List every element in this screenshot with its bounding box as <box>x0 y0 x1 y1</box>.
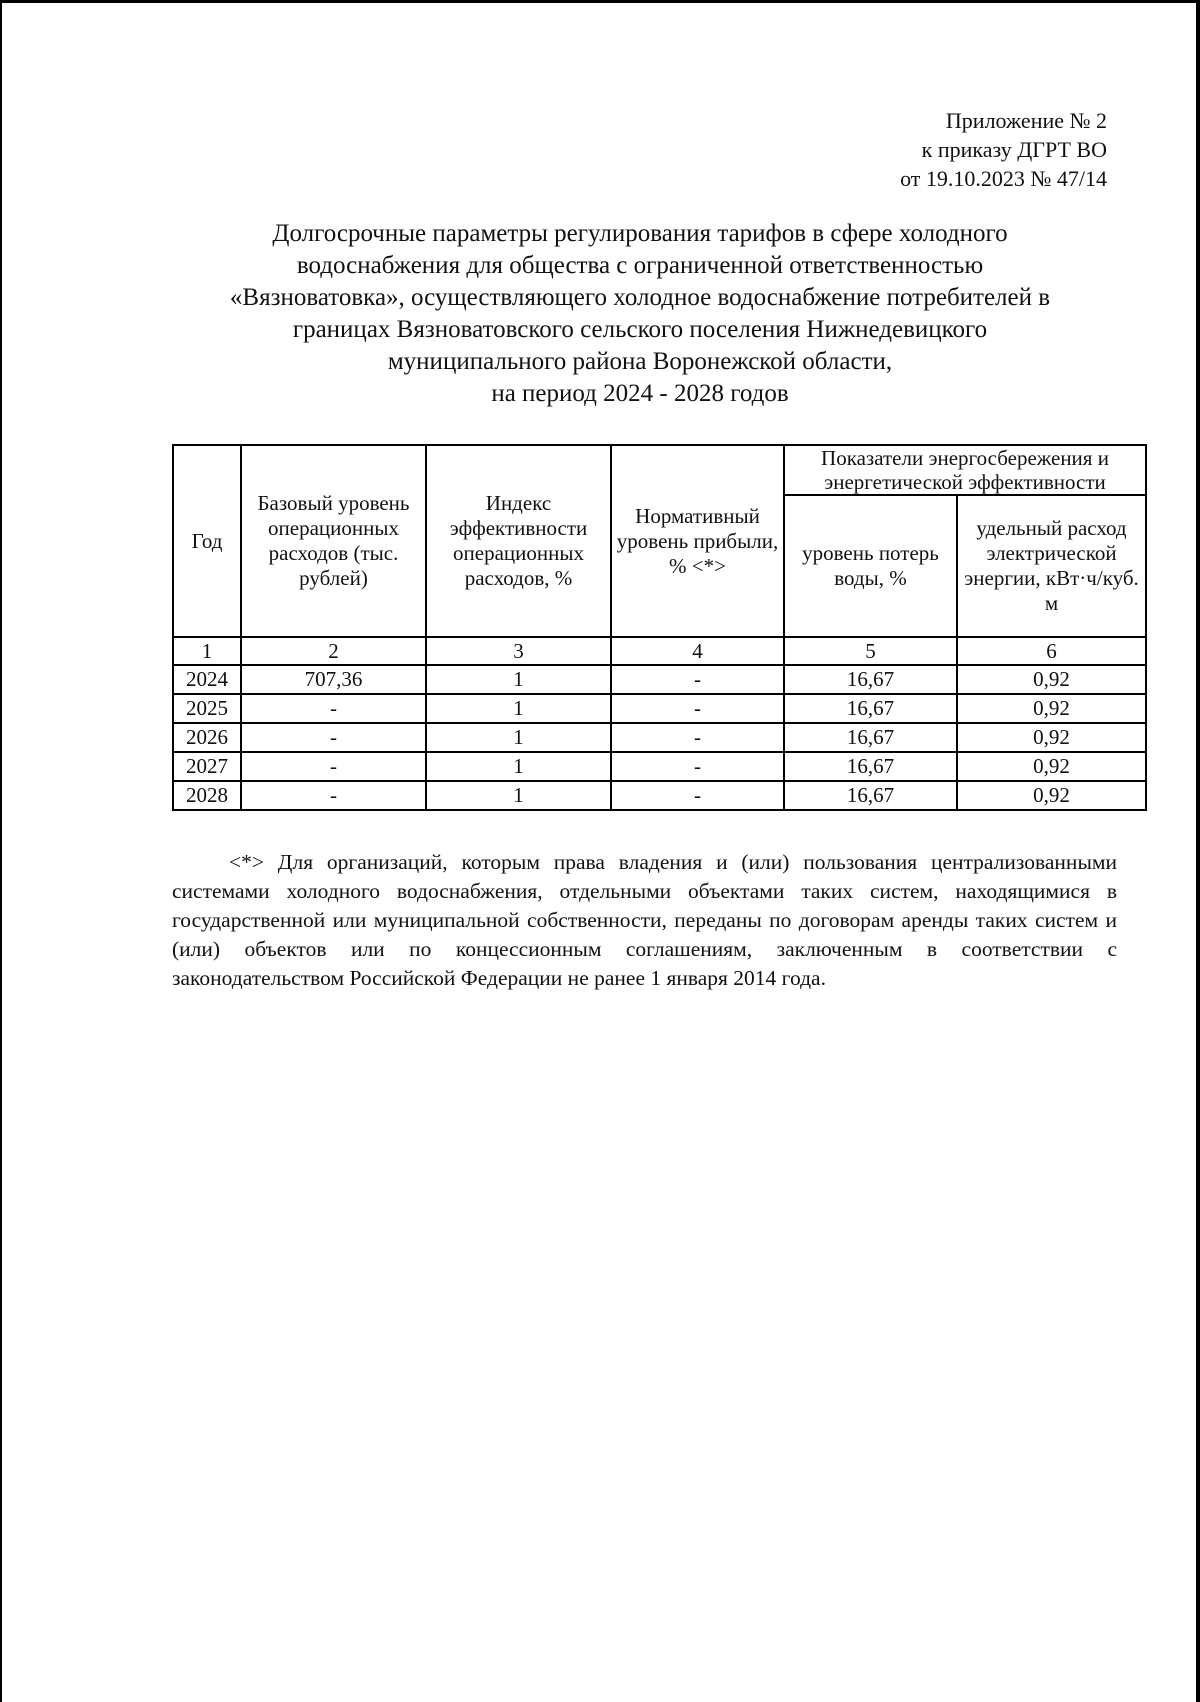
cell-water-loss: 16,67 <box>784 694 957 723</box>
cell-base-level: - <box>241 723 426 752</box>
cell-base-level: 707,36 <box>241 665 426 694</box>
cell-water-loss: 16,67 <box>784 752 957 781</box>
title-line: водоснабжения для общества с ограниченной ответственностью <box>296 252 984 279</box>
footnote <box>172 848 1117 993</box>
column-number: 2 <box>241 637 426 665</box>
appendix-header <box>900 106 1107 193</box>
title-line: на период 2024 - 2028 годов <box>491 380 789 407</box>
cell-base-level: - <box>241 694 426 723</box>
cell-year: 2027 <box>173 752 241 781</box>
cell-profit-level: - <box>611 781 784 810</box>
cell-water-loss: 16,67 <box>784 781 957 810</box>
cell-efficiency-index: 1 <box>426 694 611 723</box>
table-row <box>173 781 1146 810</box>
column-number: 6 <box>957 637 1146 665</box>
column-number-row <box>173 637 1146 665</box>
cell-electricity: 0,92 <box>957 694 1146 723</box>
column-number: 4 <box>611 637 784 665</box>
cell-water-loss: 16,67 <box>784 665 957 694</box>
appendix-order-date: от 19.10.2023 № 47/14 <box>900 166 1107 191</box>
title-line: Долгосрочные параметры регулирования тарифов в сфере холодного <box>272 220 1008 247</box>
cell-efficiency-index: 1 <box>426 781 611 810</box>
cell-profit-level: - <box>611 723 784 752</box>
cell-base-level: - <box>241 781 426 810</box>
cell-year: 2024 <box>173 665 241 694</box>
table-row <box>173 694 1146 723</box>
table-row <box>173 723 1146 752</box>
cell-year: 2025 <box>173 694 241 723</box>
cell-profit-level: - <box>611 752 784 781</box>
cell-efficiency-index: 1 <box>426 665 611 694</box>
cell-profit-level: - <box>611 665 784 694</box>
cell-electricity: 0,92 <box>957 752 1146 781</box>
header-energy-group: Показатели энергосбережения и энергетической эффективности <box>784 445 1146 495</box>
table-row <box>173 665 1146 694</box>
cell-profit-level: - <box>611 694 784 723</box>
title-line: границах Вязноватовского сельского поселения Нижнедевицкого <box>292 316 988 343</box>
cell-year: 2026 <box>173 723 241 752</box>
title-line: муниципального района Воронежской области, <box>387 348 893 375</box>
cell-efficiency-index: 1 <box>426 752 611 781</box>
column-number: 3 <box>426 637 611 665</box>
cell-electricity: 0,92 <box>957 781 1146 810</box>
page-edge-left <box>0 0 2 1702</box>
cell-year: 2028 <box>173 781 241 810</box>
cell-electricity: 0,92 <box>957 665 1146 694</box>
column-number: 5 <box>784 637 957 665</box>
header-profit-level: Нормативный уровень прибыли, % <*> <box>611 445 784 637</box>
appendix-number: Приложение № 2 <box>945 108 1107 133</box>
header-year: Год <box>173 445 241 637</box>
table-row <box>173 752 1146 781</box>
page-edge-top <box>0 0 1200 3</box>
page-edge-right <box>1196 0 1200 1702</box>
cell-water-loss: 16,67 <box>784 723 957 752</box>
tariff-parameters-table <box>172 444 1147 811</box>
header-base-level: Базовый уровень операционных расходов (тыс. рублей) <box>241 445 426 637</box>
footnote-text: <*> Для организаций, которым права владения и (или) пользования централизованными системами холодного водоснабжения, отдельными объектами таких систем, находящимися в государственной или муниципальной собственности, переданы по договорам аренды таких систем и (или) объектов или по концессионным соглашениям, заключенным в соответствии с законодательством Российской Федерации не ранее 1 января 2014 года. <box>172 850 1117 990</box>
column-number: 1 <box>173 637 241 665</box>
title-line: «Вязноватовка», осуществляющего холодное водоснабжение потребителей в <box>229 284 1051 311</box>
cell-efficiency-index: 1 <box>426 723 611 752</box>
cell-electricity: 0,92 <box>957 723 1146 752</box>
document-title <box>150 218 1130 410</box>
header-water-loss: уровень потерь воды, % <box>784 495 957 637</box>
cell-base-level: - <box>241 752 426 781</box>
header-electricity: удельный расход электрической энергии, кВт·ч/куб. м <box>957 495 1146 637</box>
header-efficiency-index: Индекс эффективности операционных расходов, % <box>426 445 611 637</box>
appendix-order-ref: к приказу ДГРТ ВО <box>921 137 1107 162</box>
